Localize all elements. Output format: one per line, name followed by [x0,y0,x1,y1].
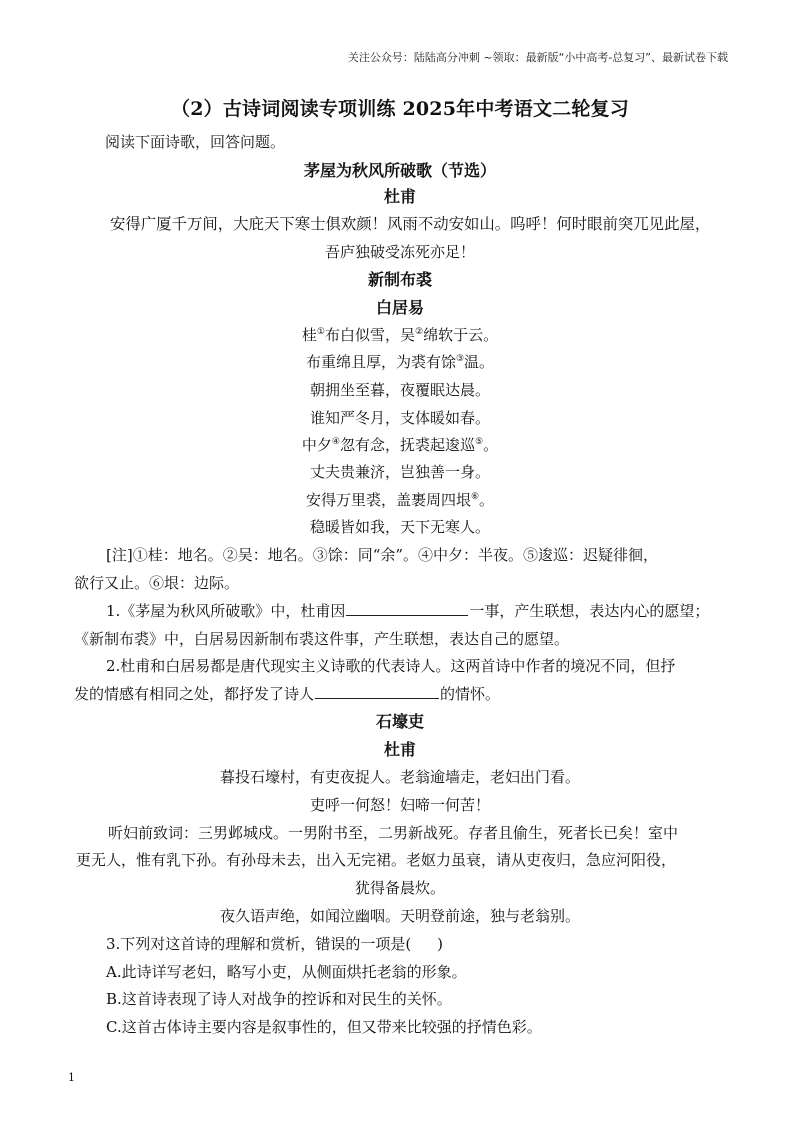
poem3-line4: 更无人，惟有乳下孙。有孙母未去，出入无完裙。老妪力虽衰，请从吏夜归，急应河阳役， [76,851,677,869]
poem2-line6: 丈夫贵兼济，岂独善一身。 [309,463,490,481]
poem2-note-line2: 欲行又止。⑥垠：边际。 [74,574,240,592]
header-note: 关注公众号：陆陆高分冲刺 ~领取：最新版“小中高考-总复习”、最新试卷下载 [347,51,728,64]
poem2-line3: 朝拥坐至暮，夜覆眠达晨。 [309,381,490,399]
poem2-line5: 中夕④忽有念，抚裘起逡巡⑤。 [301,436,499,454]
poem3-line6: 夜久语声绝，如闻泣幽咽。天明登前途，独与老翁别。 [219,907,580,925]
question-2-line2: 发的情感有相同之处，都抒发了诗人 的情怀。 [74,685,501,703]
answer-blank-2[interactable] [315,684,439,699]
poem2-line1: 桂①布白似雪，吴②绵软于云。 [301,326,499,344]
page-number: 1 [68,1071,75,1084]
page-title: （2）古诗词阅读专项训练 2025年中考语文二轮复习 [171,98,629,120]
poem3-title: 石壕吏 [375,712,424,731]
question-2-line1: 2.杜甫和白居易都是唐代现实主义诗歌的代表诗人。这两首诗中作者的境况不同，但抒 [106,657,676,675]
poem3-author: 杜甫 [383,740,416,759]
poem3-line3: 听妇前致词：三男邺城戍。一男附书至，二男新战死。存者且偷生，死者长已矣！室中 [108,824,679,842]
poem2-author: 白居易 [375,298,424,317]
question-1-line1: 1.《茅屋为秋风所破歌》中，杜甫因 一事，产生联想，表达内心的愿望； [106,602,710,620]
option-a[interactable]: A.此诗详写老妇，略写小吏，从侧面烘托老翁的形象。 [106,963,467,981]
poem3-line2: 吏呼一何怒！妇啼一何苦！ [309,796,490,814]
option-c[interactable]: C.这首古体诗主要内容是叙事性的，但又带来比较强的抒情色彩。 [106,1018,542,1036]
poem3-line5: 犹得备晨炊。 [354,879,445,897]
answer-blank-1[interactable] [346,601,468,616]
footnote-marker: ④ [331,437,340,447]
instruction: 阅读下面诗歌，回答问题。 [105,133,286,151]
footnote-marker: ⑤ [475,437,484,447]
poem2-title: 新制布裘 [367,270,432,289]
poem1-line1: 安得广厦千万间，大庇天下寒士俱欢颜！风雨不动安如山。呜呼！何时眼前突兀见此屋， [110,215,711,233]
footnote-marker: ② [415,327,424,337]
poem1-title: 茅屋为秋风所破歌（节选） [303,161,496,180]
question-1-line2: 《新制布裘》中，白居易因新制布裘这件事，产生联想，表达自己的愿望。 [74,630,570,648]
poem2-line4: 谁知严冬月，支体暖如春。 [309,409,490,427]
poem3-line1: 暮投石壕村，有吏夜捉人。老翁逾墙走，老妇出门看。 [219,768,580,786]
poem2-line8: 稳暖皆如我，天下无寒人。 [309,518,490,536]
poem1-line2: 吾庐独破受冻死亦足！ [324,243,475,261]
footnote-marker: ① [316,327,325,337]
footnote-marker: ③ [455,354,465,364]
poem2-line7: 安得万里裘，盖裹周四垠⑥。 [305,491,495,509]
poem2-line2: 布重绵且厚，为裘有馀③温。 [305,353,495,371]
poem1-author: 杜甫 [383,187,416,206]
option-b[interactable]: B.这首诗表现了诗人对战争的控诉和对民生的关怀。 [106,990,452,1008]
poem2-note-line1: [注]①桂：地名。②吴：地名。③馀：同“余”。④中夕：半夜。⑤逡巡：迟疑徘徊， [106,546,659,564]
question-3-stem: 3.下列对这首诗的理解和赏析，错误的一项是( ) [106,935,444,953]
footnote-marker: ⑥ [470,492,480,502]
